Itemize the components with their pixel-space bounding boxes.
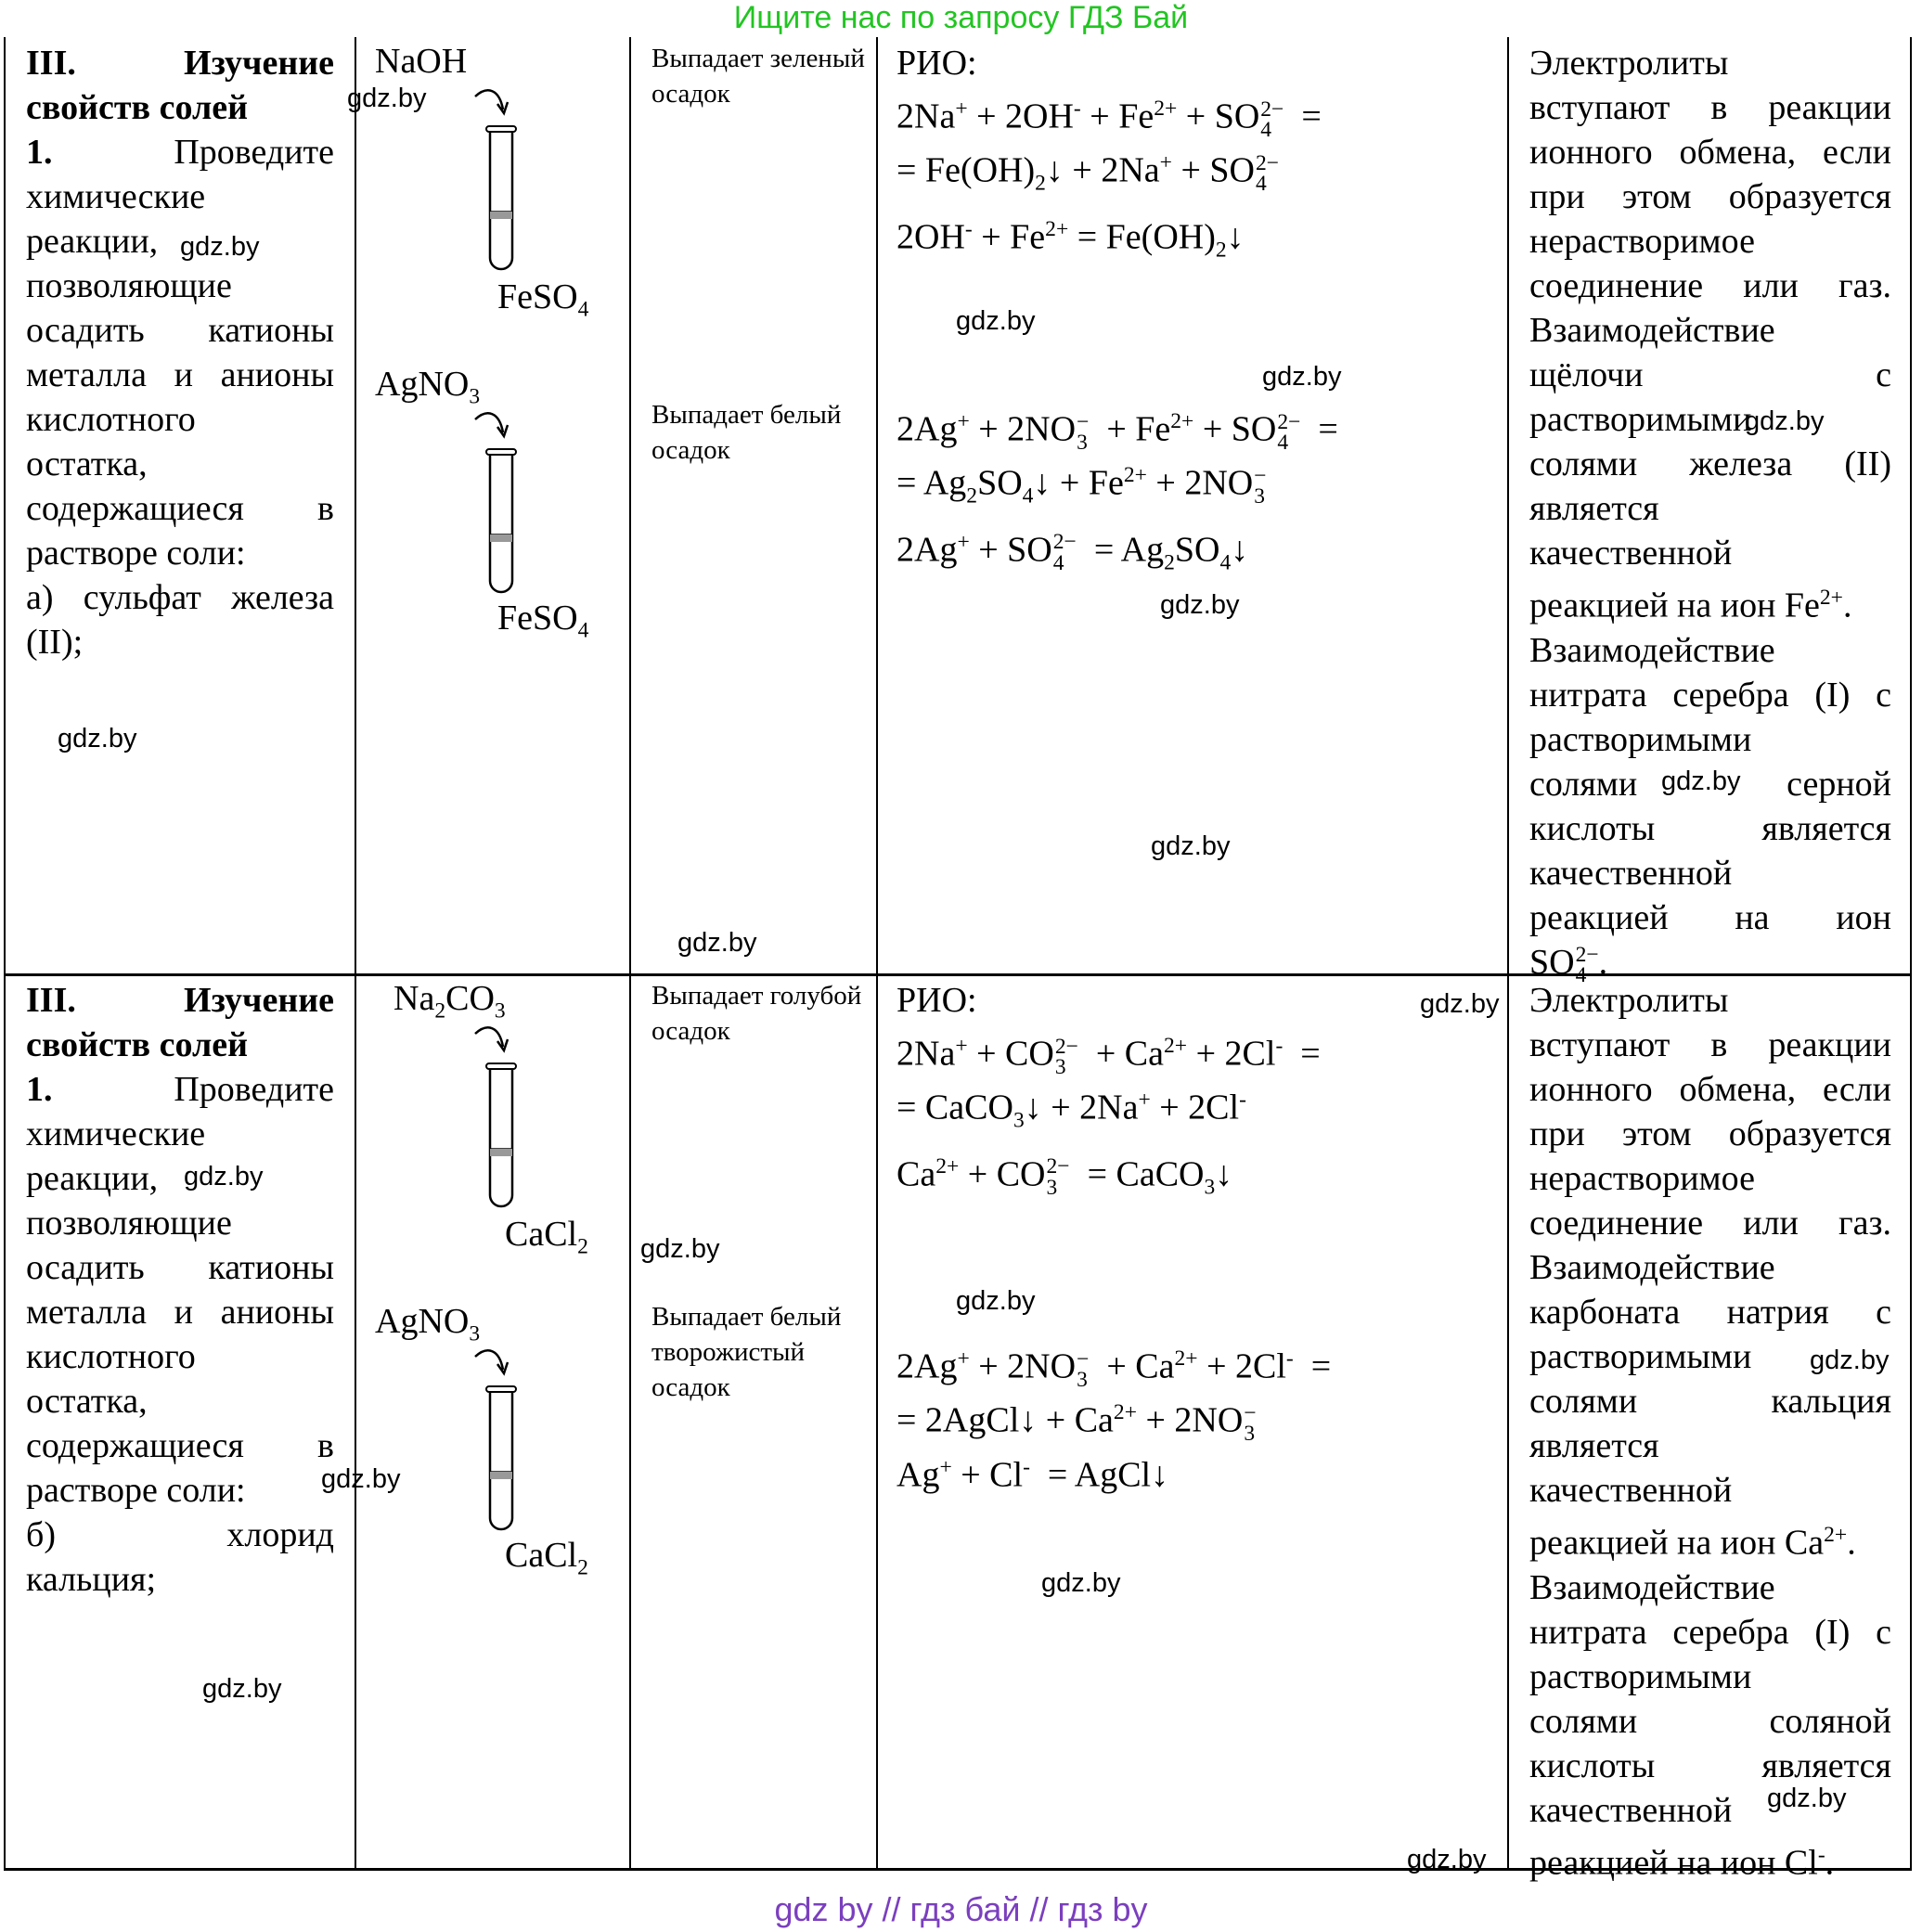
equation-block-3: РИО: 2Na+ + CO 2− 3 + $Ca^{2+} + 2Cl^-$ = = CaCO$_3$↓ + 2Na+ + 2Cl- $Ca^{2+}$ + CO 2− 3 = CaCO$_3$↓ [897,981,1321,1200]
observation-green-precipitate: Выпадает зеленый осадок [651,44,865,109]
reagent-naoh: NaOH [375,42,468,81]
table-divider-1 [355,37,356,1871]
watermark: gdz.by [58,724,137,753]
watermark: gdz.by [1810,1346,1890,1375]
watermark: gdz.by [677,928,757,958]
watermark: gdz.by [1420,989,1500,1019]
equation-block-4: 2Ag+ + 2NO − 3 + $Ca^{2+} + 2Cl^-$ = = 2AgCl↓ + $Ca^{2+} + 2NO$ − 3 Ag+ + Cl- = AgCl↓ [897,1346,1332,1495]
equation-block-1: РИО: $2Na^+ + 2OH^- + Fe^{2+}$ + SO 2− 4 = = $Fe(OH)_2↓ + 2Na^+$ + SO 2− 4 $2OH^- + Fe^{2+}$ = $Fe(OH)_2↓$ [897,44,1322,262]
watermark: gdz.by [1767,1784,1847,1813]
table-border-left [4,37,6,1871]
top-banner[interactable]: Ищите нас по запросу ГДЗ Бай [733,0,1189,35]
observation-white-curdy-precipitate: Выпадает белый творожистый осадок [651,1302,842,1402]
watermark: gdz.by [956,306,1036,336]
watermark: gdz.by [1745,406,1825,436]
test-tube-icon [464,82,520,277]
test-tube-icon [464,1019,520,1214]
reagent-agno3: AgNO$_3$ [375,1302,481,1346]
test-tube-icon [464,405,520,599]
watermark: gdz.by [180,232,260,262]
watermark: gdz.by [1407,1845,1487,1874]
label-feso4: FeSO$_4$ [497,599,589,643]
task-cell-b: III. Изучение свойств солей 1. Проведите химические реакции, позволяющие осадить катионы металла и анионы кислотного остатка, содержащиеся в растворе соли: б) хлорид кальция; [26,981,334,1599]
conclusion-cell-a: Электролиты вступают в реакции ионного обмена, если при этом образуется нерастворимое соединение или газ. Взаимодействие щёлочи с растворимыми солями железа (II) является качественной реакцией на ион $Fe^{2+}$. Взаимодействие нитрата серебра (I) с растворимыми солями серной кислоты является качественной реакцией на ион SO 2− 4 . [1529,44,1892,987]
watermark: gdz.by [202,1674,282,1704]
watermark: gdz.by [640,1234,720,1264]
watermark: gdz.by [1151,831,1231,861]
test-tube-icon [464,1342,520,1537]
table-divider-2 [629,37,631,1871]
table-divider-4 [1507,37,1509,1871]
observation-white-precipitate: Выпадает белый осадок [651,400,842,465]
label-cacl2: CaCl$_2$ [505,1536,588,1580]
label-feso4: FeSO$_4$ [497,277,589,322]
watermark: gdz.by [321,1464,401,1494]
watermark: gdz.by [1262,362,1342,392]
watermark: gdz.by [956,1286,1036,1316]
bottom-banner[interactable]: gdz by // гдз бай // гдз by [774,1890,1148,1928]
watermark: gdz.by [347,84,427,113]
label-cacl2: CaCl$_2$ [505,1215,588,1259]
table-border-right [1910,37,1912,1871]
task-cell-a: III. Изучение свойств солей 1. Проведите химические реакции, позволяющие осадить катионы металла и анионы кислотного остатка, содержащиеся в растворе соли: а) сульфат железа (II); [26,44,334,662]
reagent-na2co3: $Na_2CO_3$ [393,979,506,1024]
watermark: gdz.by [1041,1568,1121,1598]
observation-blue-precipitate: Выпадает голубой осадок [651,981,862,1046]
watermark: gdz.by [184,1162,264,1191]
reagent-agno3: AgNO$_3$ [375,365,481,409]
table-divider-3 [876,37,878,1871]
equation-block-2: 2Ag+ + 2NO − 3 + $Fe^{2+}$ + SO 2− 4 = = $Ag_2SO_4↓ + Fe^{2+} + 2NO$ − 3 2Ag+ + SO 2− 4 = $Ag_2SO_4↓$ [897,409,1338,575]
watermark: gdz.by [1661,766,1741,796]
watermark: gdz.by [1160,590,1240,620]
conclusion-cell-b: Электролиты вступают в реакции ионного обмена, если при этом образуется нерастворимое соединение или газ. Взаимодействие карбоната натрия с растворимыми солями кальция является качественной реакцией на ион $Ca^{2+}$. Взаимодействие нитрата серебра (I) с растворимыми солями соляной кислоты является качественной реакцией на ион Cl-. [1529,981,1892,1883]
